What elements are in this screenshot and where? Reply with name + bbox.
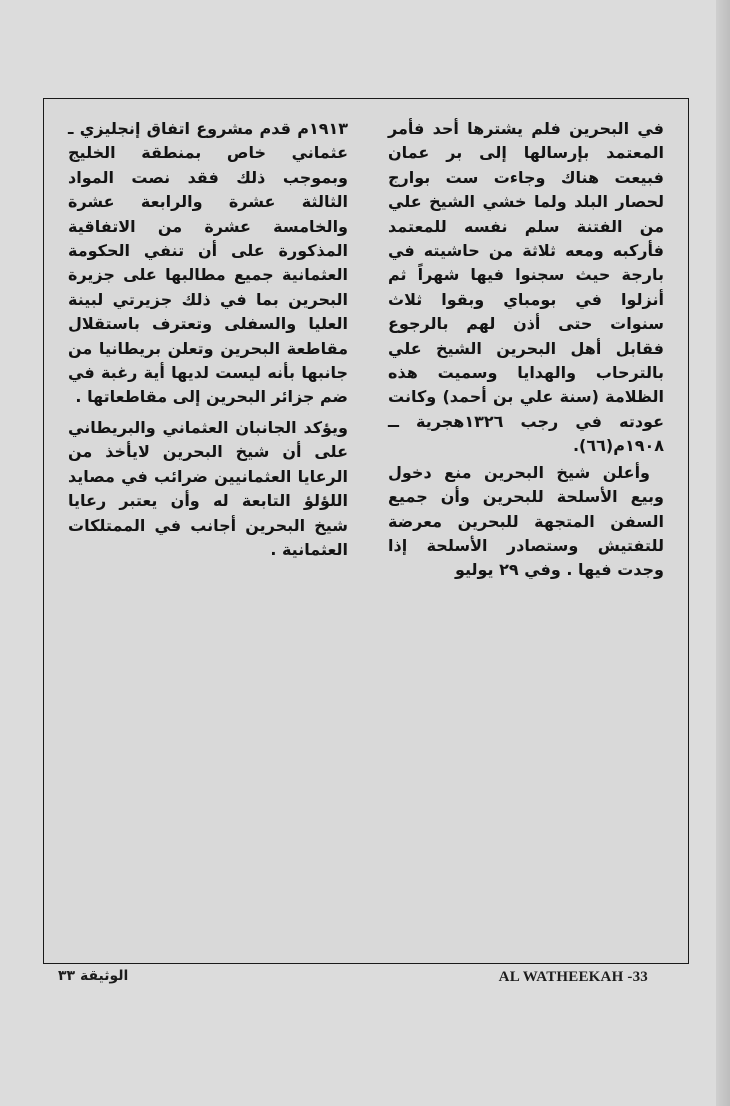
paragraph: ويؤكد الجانبان العثماني والبريطاني على أن شيخ البحرين لايأخذ من الرعايا العثمانيين ضرائب في مصايد اللؤلؤ التابعة له وأن يعتبر رعايا شيخ البحرين أجانب في الممتلكات العثمانية . — [68, 417, 348, 559]
text-column-right — [388, 117, 664, 583]
scan-edge — [716, 0, 730, 1106]
footer-english-page-label: AL WATHEEKAH -33 — [498, 969, 648, 985]
text-column-left — [68, 117, 348, 562]
paragraph: ١٩١٣م قدم مشروع اتفاق إنجليزي ـ عثماني خاص بمنطقة الخليج وبموجب ذلك فقد نصت المواد الثالثة عشرة والرابعة عشرة والخامسة عشرة من الاتفاقية المذكورة على أن تنفي الحكومة العثمانية جميع مطالبها على جزيرة البحرين بما في ذلك جزيرتي لبينة العليا والسفلى وتعترف باستقلال مقاطعة البحرين وتعلن بريطانيا من جانبها بأنه ليست لديها أية رغبة في ضم جزائر البحرين إلى مقاطعاتها . — [68, 119, 348, 407]
footer-arabic-page-label: الوثيقة ٣٣ — [58, 968, 129, 984]
paragraph: في البحرين فلم يشترها أحد فأمر المعتمد بإرسالها إلى بر عمان فبيعت هناك وجاءت ست بوارج لحصار البلد ولما خشي الشيخ علي من الفتنة سلم نفسه للمعتمد فأركبه ومعه ثلاثة من حاشيته في بارجة حيث سجنوا فيها شهراً ثم أنزلوا في بومباي وبقوا ثلاث سنوات حتى أذن لهم بالرجوع فقابل أهل البحرين الشيخ علي بالترحاب والهدايا وسميت هذه الظلامة (سنة علي بن أحمد) وكانت عودته في رجب ١٣٢٦هجرية ــ ١٩٠٨م(٦٦). — [388, 119, 665, 456]
page-frame — [43, 98, 689, 964]
paragraph: وأعلن شيخ البحرين منع دخول وبيع الأسلحة للبحرين وأن جميع السفن المتجهة للبحرين معرضة للتفتيش وستصادر الأسلحة إذا وجدت فيها . وفي ٢٩ يوليو — [388, 462, 664, 580]
